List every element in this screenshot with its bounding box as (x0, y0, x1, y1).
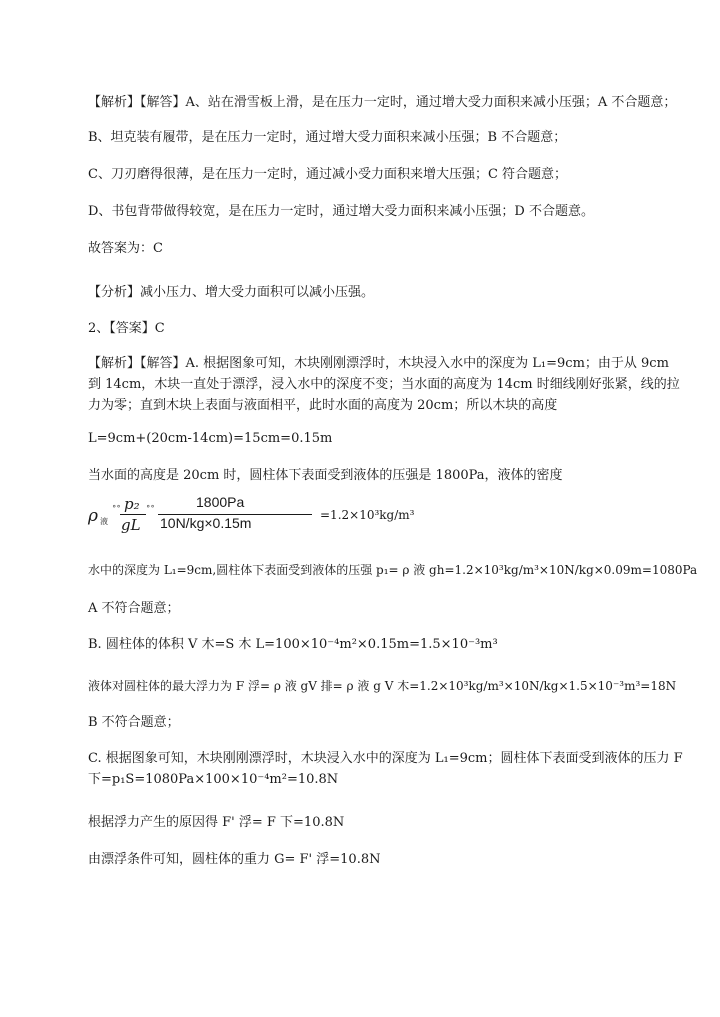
rho-subscript: 液 (100, 517, 108, 526)
analysis-line: 【分析】减小压力、增大受力面积可以减小压强。 (88, 285, 375, 300)
text-line: B. 圆柱体的体积 V 木=S 木 L=100×10⁻⁴m²×0.15m=1.5×10⁻³m³ (88, 637, 498, 652)
density-formula (88, 494, 415, 536)
equation-line: L=9cm+(20cm-14cm)=15cm=0.15m (88, 431, 333, 446)
text-line: 水中的深度为 L₁=9cm,圆柱体下表面受到液体的压强 p₁= ρ 液 gh=1.2×10³kg/m³×10N/kg×0.09m=1080Pa (88, 563, 698, 577)
fraction-denominator: 10N/kg×0.15m (160, 515, 252, 531)
text-line: 液体对圆柱体的最大浮力为 F 浮= ρ 液 gV 排= ρ 液 g V 木=1.2×10³kg/m³×10N/kg×1.5×10⁻³m³=18N (88, 679, 677, 693)
text-line: B、坦克装有履带，是在压力一定时，通过增大受力面积来减小压强；B 不合题意； (88, 130, 567, 145)
text-line: 由漂浮条件可知，圆柱体的重力 G= F' 浮=10.8N (88, 852, 381, 867)
explanation-paragraph: 【解析】【解答】A. 根据图象可知，木块刚刚漂浮时，木块浸入水中的深度为 L₁=9cm；由于从 9cm 到 14cm，木块一直处于漂浮，浸入水中的深度不变；当水面的高度为 14cm 时细线刚好张紧，线的拉力为零；直到木块上表面与液面相平，此时水面的高度为 20cm；所以木块的高度 (88, 356, 680, 413)
text-line: C、刀刃磨得很薄，是在压力一定时，通过减小受力面积来增大压强；C 符合题意； (88, 167, 568, 182)
text-line: 根据浮力产生的原因得 F' 浮= F 下=10.8N (88, 815, 345, 830)
fraction-numerator: 1800Pa (196, 494, 245, 510)
question-answer-heading: 2、【答案】C (88, 321, 165, 336)
fraction-numerator: p₂ (124, 495, 140, 513)
formula-mark: ∘∘ (146, 502, 155, 512)
fraction-denominator: gL (121, 516, 141, 534)
explanation-paragraph: C. 根据图象可知，木块刚刚漂浮时，木块浸入水中的深度为 L₁=9cm；圆柱体下表面受到液体的压力 F 下=p₁S=1080Pa×100×10⁻⁴m²=10.8N (88, 751, 683, 787)
answer-line: 故答案为：C (88, 241, 163, 256)
text-line: A 不符合题意； (88, 601, 180, 616)
formula-mark: ∘∘ (112, 502, 121, 512)
text-line: B 不符合题意； (88, 715, 180, 730)
formula-result: =1.2×10³kg/m³ (320, 508, 415, 522)
text-line: 当水面的高度是 20cm 时，圆柱体下表面受到液体的压强是 1800Pa，液体的密度 (88, 468, 563, 483)
text-line: D、书包背带做得较宽，是在压力一定时，通过增大受力面积来减小压强；D 不合题意。 (88, 204, 594, 219)
text-line: 【解析】【解答】A、站在滑雪板上滑，是在压力一定时，通过增大受力面积来减小压强；A 不合题意； (88, 95, 677, 110)
rho-symbol: ρ (88, 506, 98, 526)
fraction-bar (120, 514, 146, 515)
